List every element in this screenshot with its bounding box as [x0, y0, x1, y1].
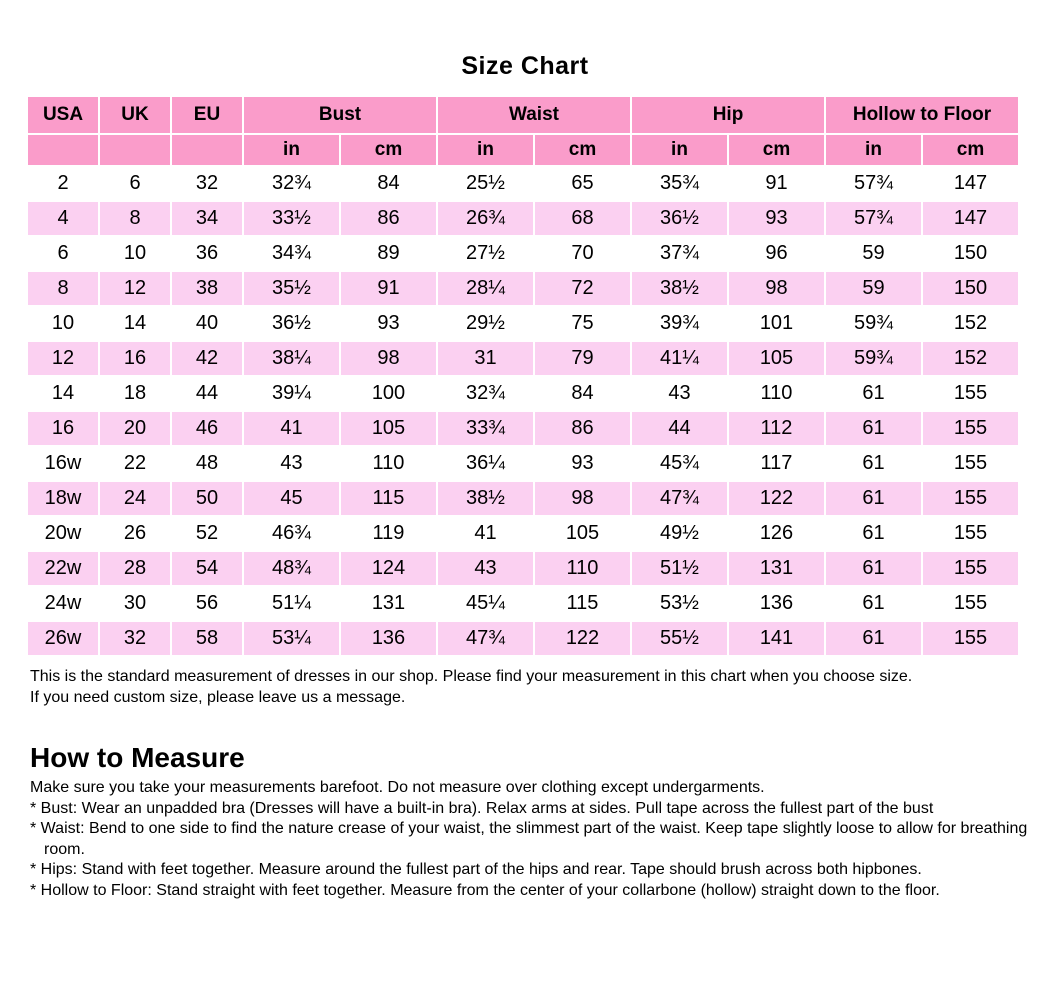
table-row — [28, 447, 1018, 480]
size-cell: 16w — [28, 447, 98, 480]
value-cell: 45 — [244, 482, 339, 515]
value-cell: 49½ — [632, 517, 727, 550]
value-cell: 8 — [100, 202, 170, 235]
value-cell: 33¾ — [438, 412, 533, 445]
value-cell: 50 — [172, 482, 242, 515]
value-cell: 45¼ — [438, 587, 533, 620]
value-cell: 48 — [172, 447, 242, 480]
size-cell: 8 — [28, 272, 98, 305]
value-cell: 51½ — [632, 552, 727, 585]
table-row — [28, 342, 1018, 375]
value-cell: 105 — [729, 342, 824, 375]
value-cell: 43 — [438, 552, 533, 585]
value-cell: 131 — [729, 552, 824, 585]
value-cell: 155 — [923, 377, 1018, 410]
value-cell: 43 — [632, 377, 727, 410]
value-cell: 59 — [826, 237, 921, 270]
units-header-in: in — [438, 135, 533, 165]
value-cell: 152 — [923, 307, 1018, 340]
value-cell: 34 — [172, 202, 242, 235]
table-row — [28, 237, 1018, 270]
column-group-header-hollow-to-floor: Hollow to Floor — [826, 97, 1018, 133]
value-cell: 54 — [172, 552, 242, 585]
value-cell: 72 — [535, 272, 630, 305]
units-header-empty — [100, 135, 170, 165]
value-cell: 43 — [244, 447, 339, 480]
value-cell: 93 — [535, 447, 630, 480]
value-cell: 59¾ — [826, 342, 921, 375]
value-cell: 84 — [341, 167, 436, 200]
notes-line-1: This is the standard measurement of dresses in our shop. Please find your measurement in this chart when you choose size. — [30, 668, 913, 685]
value-cell: 57¾ — [826, 202, 921, 235]
value-cell: 29½ — [438, 307, 533, 340]
value-cell: 152 — [923, 342, 1018, 375]
value-cell: 96 — [729, 237, 824, 270]
value-cell: 24 — [100, 482, 170, 515]
value-cell: 61 — [826, 587, 921, 620]
table-row — [28, 587, 1018, 620]
units-header-cm: cm — [341, 135, 436, 165]
value-cell: 141 — [729, 622, 824, 655]
value-cell: 93 — [341, 307, 436, 340]
table-header-units-row — [28, 135, 1018, 165]
value-cell: 47¾ — [438, 622, 533, 655]
value-cell: 86 — [535, 412, 630, 445]
value-cell: 100 — [341, 377, 436, 410]
measure-items — [30, 799, 1038, 902]
value-cell: 70 — [535, 237, 630, 270]
value-cell: 10 — [100, 237, 170, 270]
value-cell: 44 — [632, 412, 727, 445]
units-header-cm: cm — [729, 135, 824, 165]
value-cell: 110 — [729, 377, 824, 410]
value-cell: 14 — [100, 307, 170, 340]
value-cell: 61 — [826, 377, 921, 410]
table-row — [28, 202, 1018, 235]
value-cell: 35½ — [244, 272, 339, 305]
size-cell: 6 — [28, 237, 98, 270]
value-cell: 47¾ — [632, 482, 727, 515]
value-cell: 53½ — [632, 587, 727, 620]
value-cell: 98 — [341, 342, 436, 375]
value-cell: 41 — [244, 412, 339, 445]
value-cell: 105 — [341, 412, 436, 445]
value-cell: 131 — [341, 587, 436, 620]
table-header-group-row — [28, 97, 1018, 133]
column-header-uk: UK — [100, 97, 170, 133]
table-row — [28, 622, 1018, 655]
size-cell: 4 — [28, 202, 98, 235]
value-cell: 155 — [923, 517, 1018, 550]
how-to-measure-heading: How to Measure — [30, 742, 245, 773]
value-cell: 28 — [100, 552, 170, 585]
value-cell: 58 — [172, 622, 242, 655]
value-cell: 53¼ — [244, 622, 339, 655]
value-cell: 59¾ — [826, 307, 921, 340]
value-cell: 51¼ — [244, 587, 339, 620]
size-cell: 20w — [28, 517, 98, 550]
value-cell: 155 — [923, 447, 1018, 480]
measure-intro: Make sure you take your measurements barefoot. Do not measure over clothing except undergarments. — [30, 779, 765, 796]
units-header-in: in — [244, 135, 339, 165]
value-cell: 122 — [729, 482, 824, 515]
value-cell: 98 — [729, 272, 824, 305]
value-cell: 48¾ — [244, 552, 339, 585]
value-cell: 155 — [923, 622, 1018, 655]
value-cell: 155 — [923, 412, 1018, 445]
value-cell: 46 — [172, 412, 242, 445]
value-cell: 27½ — [438, 237, 533, 270]
table-row — [28, 307, 1018, 340]
value-cell: 155 — [923, 552, 1018, 585]
value-cell: 56 — [172, 587, 242, 620]
value-cell: 52 — [172, 517, 242, 550]
size-cell: 26w — [28, 622, 98, 655]
value-cell: 61 — [826, 517, 921, 550]
column-group-header-hip: Hip — [632, 97, 824, 133]
value-cell: 61 — [826, 482, 921, 515]
measure-item: * Bust: Wear an unpadded bra (Dresses will have a built-in bra). Relax arms at sides. Pull tape across the fullest part of the bust — [30, 799, 934, 817]
notes-line-2: If you need custom size, please leave us a message. — [30, 689, 406, 706]
value-cell: 150 — [923, 272, 1018, 305]
value-cell: 112 — [729, 412, 824, 445]
table-body — [28, 167, 1018, 655]
notes — [30, 666, 1030, 708]
value-cell: 38¼ — [244, 342, 339, 375]
units-header-cm: cm — [535, 135, 630, 165]
value-cell: 22 — [100, 447, 170, 480]
units-header-empty — [172, 135, 242, 165]
value-cell: 68 — [535, 202, 630, 235]
value-cell: 115 — [535, 587, 630, 620]
size-cell: 18w — [28, 482, 98, 515]
column-group-header-waist: Waist — [438, 97, 630, 133]
value-cell: 101 — [729, 307, 824, 340]
how-to-measure-block — [30, 778, 1038, 901]
value-cell: 20 — [100, 412, 170, 445]
table-row — [28, 167, 1018, 200]
value-cell: 59 — [826, 272, 921, 305]
value-cell: 40 — [172, 307, 242, 340]
value-cell: 79 — [535, 342, 630, 375]
value-cell: 84 — [535, 377, 630, 410]
value-cell: 45¾ — [632, 447, 727, 480]
table-header — [28, 97, 1018, 165]
table-row — [28, 272, 1018, 305]
value-cell: 36¼ — [438, 447, 533, 480]
page-title: Size Chart — [461, 52, 589, 80]
table-row — [28, 412, 1018, 445]
value-cell: 32¾ — [438, 377, 533, 410]
value-cell: 41 — [438, 517, 533, 550]
value-cell: 119 — [341, 517, 436, 550]
value-cell: 46¾ — [244, 517, 339, 550]
value-cell: 42 — [172, 342, 242, 375]
table-row — [28, 517, 1018, 550]
value-cell: 26 — [100, 517, 170, 550]
value-cell: 61 — [826, 412, 921, 445]
value-cell: 37¾ — [632, 237, 727, 270]
value-cell: 115 — [341, 482, 436, 515]
value-cell: 38½ — [438, 482, 533, 515]
value-cell: 57¾ — [826, 167, 921, 200]
value-cell: 117 — [729, 447, 824, 480]
value-cell: 55½ — [632, 622, 727, 655]
column-header-eu: EU — [172, 97, 242, 133]
value-cell: 124 — [341, 552, 436, 585]
value-cell: 86 — [341, 202, 436, 235]
units-header-in: in — [632, 135, 727, 165]
column-group-header-bust: Bust — [244, 97, 436, 133]
value-cell: 41¼ — [632, 342, 727, 375]
measure-item: * Hollow to Floor: Stand straight with feet together. Measure from the center of your collarbone (hollow) straight down to the floor. — [30, 881, 940, 899]
size-cell: 14 — [28, 377, 98, 410]
value-cell: 31 — [438, 342, 533, 375]
table-row — [28, 482, 1018, 515]
value-cell: 33½ — [244, 202, 339, 235]
value-cell: 136 — [729, 587, 824, 620]
value-cell: 36 — [172, 237, 242, 270]
size-cell: 24w — [28, 587, 98, 620]
value-cell: 91 — [341, 272, 436, 305]
value-cell: 30 — [100, 587, 170, 620]
value-cell: 32 — [100, 622, 170, 655]
value-cell: 32¾ — [244, 167, 339, 200]
measure-item: * Waist: Bend to one side to find the nature crease of your waist, the slimmest part of the waist. Keep tape slightly loose to allow for breathing room. — [30, 820, 1028, 858]
value-cell: 155 — [923, 587, 1018, 620]
value-cell: 75 — [535, 307, 630, 340]
value-cell: 91 — [729, 167, 824, 200]
units-header-empty — [28, 135, 98, 165]
value-cell: 36½ — [244, 307, 339, 340]
value-cell: 39¼ — [244, 377, 339, 410]
value-cell: 36½ — [632, 202, 727, 235]
value-cell: 61 — [826, 622, 921, 655]
value-cell: 136 — [341, 622, 436, 655]
value-cell: 150 — [923, 237, 1018, 270]
size-cell: 10 — [28, 307, 98, 340]
table-row — [28, 552, 1018, 585]
size-chart-table — [26, 95, 1020, 657]
value-cell: 65 — [535, 167, 630, 200]
column-header-usa: USA — [28, 97, 98, 133]
value-cell: 155 — [923, 482, 1018, 515]
value-cell: 110 — [341, 447, 436, 480]
value-cell: 105 — [535, 517, 630, 550]
value-cell: 26¾ — [438, 202, 533, 235]
value-cell: 147 — [923, 202, 1018, 235]
value-cell: 39¾ — [632, 307, 727, 340]
value-cell: 89 — [341, 237, 436, 270]
value-cell: 147 — [923, 167, 1018, 200]
value-cell: 93 — [729, 202, 824, 235]
value-cell: 122 — [535, 622, 630, 655]
value-cell: 110 — [535, 552, 630, 585]
value-cell: 44 — [172, 377, 242, 410]
size-cell: 2 — [28, 167, 98, 200]
value-cell: 61 — [826, 552, 921, 585]
value-cell: 98 — [535, 482, 630, 515]
value-cell: 32 — [172, 167, 242, 200]
measure-item: * Hips: Stand with feet together. Measure around the fullest part of the hips and rear. Tape should brush across both hipbones. — [30, 861, 922, 878]
value-cell: 34¾ — [244, 237, 339, 270]
value-cell: 12 — [100, 272, 170, 305]
value-cell: 16 — [100, 342, 170, 375]
value-cell: 61 — [826, 447, 921, 480]
value-cell: 6 — [100, 167, 170, 200]
table-row — [28, 377, 1018, 410]
value-cell: 38 — [172, 272, 242, 305]
units-header-cm: cm — [923, 135, 1018, 165]
size-cell: 12 — [28, 342, 98, 375]
value-cell: 126 — [729, 517, 824, 550]
size-cell: 22w — [28, 552, 98, 585]
value-cell: 18 — [100, 377, 170, 410]
value-cell: 25½ — [438, 167, 533, 200]
value-cell: 28¼ — [438, 272, 533, 305]
value-cell: 38½ — [632, 272, 727, 305]
value-cell: 35¾ — [632, 167, 727, 200]
size-cell: 16 — [28, 412, 98, 445]
units-header-in: in — [826, 135, 921, 165]
